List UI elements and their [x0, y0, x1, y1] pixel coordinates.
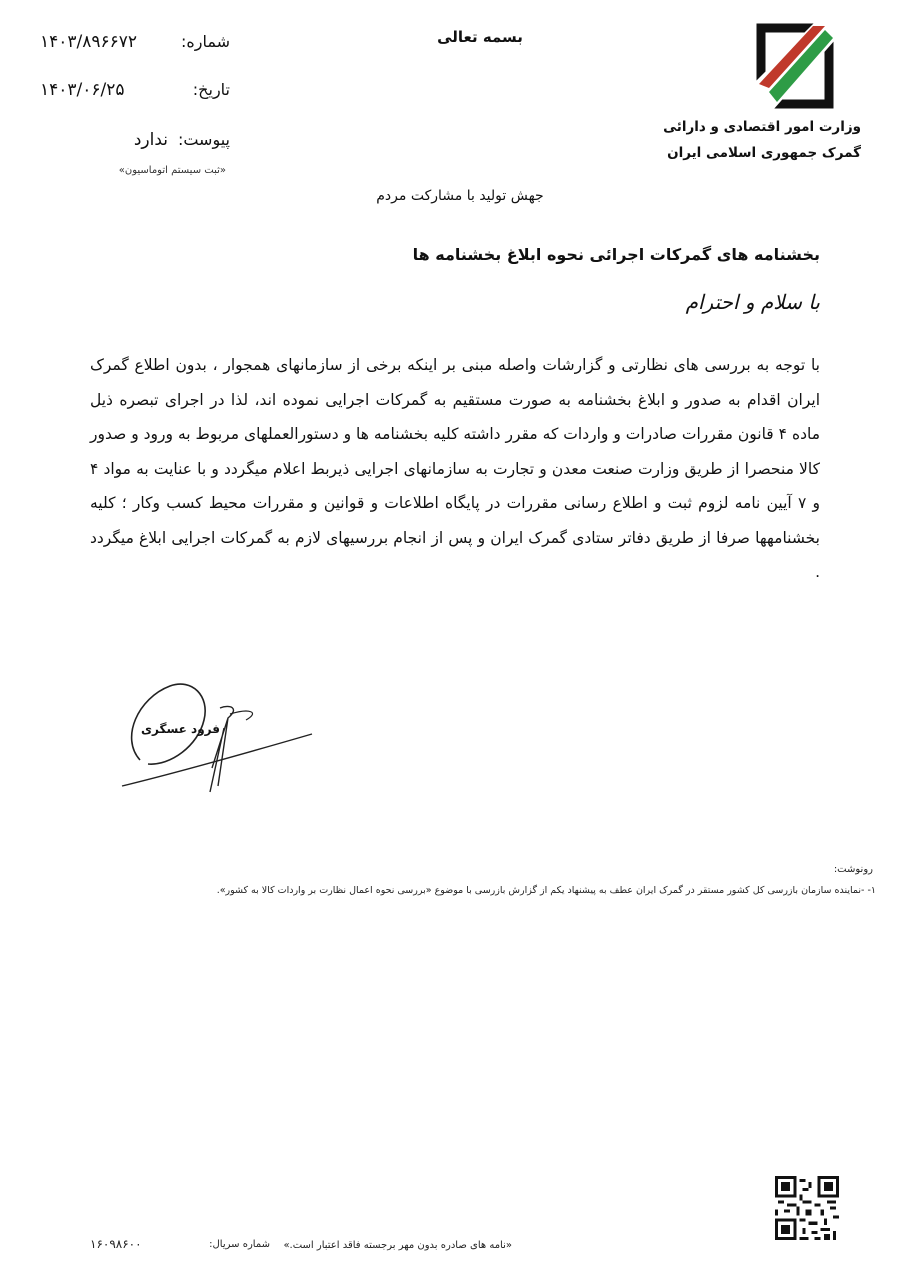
attachment-row [40, 130, 230, 160]
letter-number-row [40, 32, 230, 62]
invocation-heading: بسمه تعالی [437, 28, 523, 46]
serial-number-row [90, 1237, 270, 1255]
letter-date-label: تاریخ: [192, 80, 230, 99]
greeting: با سلام و احترام [685, 290, 820, 314]
letter-number-value: ۱۴۰۳/۸۹۶۶۷۲ [40, 32, 138, 52]
letter-subject: بخشنامه های گمرکات اجرائی نحوه ابلاغ بخشنامه ها [412, 245, 820, 264]
serial-number-value: ۱۶۰۹۸۶۰۰ [90, 1237, 142, 1251]
letter-body: با توجه به بررسی های نظارتی و گزارشات واصله مبنی بر اینکه برخی از سازمانهای همجوار ، بدون اطلاع گمرک ایران اقدام به صدور و ابلاغ بخشنامه به صورت مستقیم به گمرکات اجرایی نموده اند، لذا در اجرای تبصره ذیل ماده ۴ قانون مقررات صادرات و واردات که مقرر داشته کلیه بخشنامه ها و دستورالعملهای مربوط به ورود و صدور کالا منحصرا از طریق وزارت صنعت معدن و تجارت به سازمانهای اجرایی ذیربط اعلام میگردد و با عنایت به مواد ۴ و ۷ آیین نامه لزوم ثبت و اطلاع رسانی مقررات در پایگاه اطلاعات و قوانین و مقررات محیط کسب وکار ؛ کلیه بخشنامهها صرفا از طریق دفاتر ستادی گمرک ایران و پس از انجام بررسیهای لازم به گمرکات اجرایی ابلاغ میگردد . [90, 356, 821, 581]
qr-code-icon [775, 1176, 839, 1240]
slogan: جهش تولید با مشارکت مردم [376, 188, 544, 204]
copies-item: ۱- -نماینده سازمان بازرسی کل کشور مستقر در گمرک ایران عطف به پیشنهاد یکم از گزارش بازرسی با موضوع «بررسی نحوه اعمال نظارت بر واردات کالا به کشور». [216, 885, 876, 896]
handwritten-signature-icon [100, 668, 330, 808]
copies-label: رونوشت: [833, 864, 873, 875]
signer-name: فرود عسگری [141, 722, 220, 736]
attachment-label: پیوست: [177, 130, 230, 149]
ministry-block [601, 114, 861, 166]
auto-registration-note: «ثبت سیستم اتوماسیون» [118, 165, 226, 176]
iran-customs-logo-icon [755, 22, 835, 110]
attachment-value: ندارد [133, 130, 168, 150]
validity-note: «نامه های صادره بدون مهر برجسته فاقد اعتبار است.» [283, 1240, 512, 1251]
letter-number-label: شماره: [180, 32, 230, 51]
ministry-name: وزارت امور اقتصادی و دارائی [663, 119, 861, 135]
letter-date-row [40, 80, 230, 110]
organization-name: گمرک جمهوری اسلامی ایران [667, 145, 861, 161]
serial-number-label: شماره سریال: [209, 1239, 270, 1250]
letter-date-value: ۱۴۰۳/۰۶/۲۵ [40, 80, 125, 100]
